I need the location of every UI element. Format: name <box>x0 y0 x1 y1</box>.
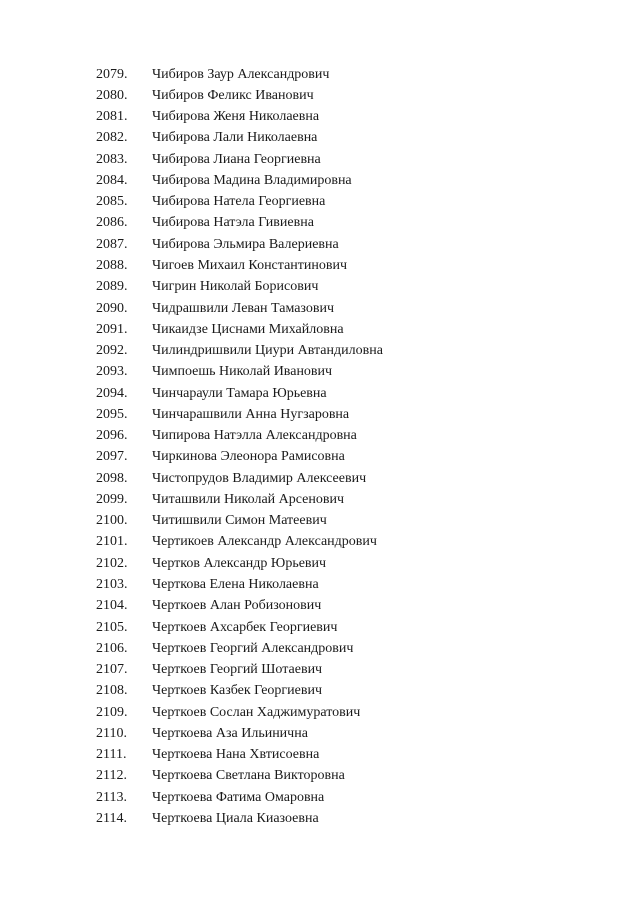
entry-number: 2091. <box>96 321 128 337</box>
entry-number: 2103. <box>96 577 128 592</box>
entry-number: 2097. <box>96 449 128 465</box>
list-item <box>96 213 616 234</box>
entry-name: Чибирова Натэла Гивиевна <box>152 215 314 231</box>
list-item <box>96 553 616 574</box>
entry-name: Черткоев Сослан Хаджимуратович <box>152 704 361 720</box>
entry-number: 2090. <box>96 300 128 316</box>
list-item <box>96 255 616 276</box>
entry-name: Чилиндришвили Циури Автандиловна <box>152 343 383 359</box>
entry-number: 2110. <box>96 725 127 741</box>
entry-name: Черткоев Казбек Георгиевич <box>152 683 323 699</box>
list-item <box>96 192 616 213</box>
list-item <box>96 383 616 404</box>
entry-number: 2105. <box>96 619 128 635</box>
list-item <box>96 468 616 489</box>
list-item <box>96 319 616 340</box>
list-item <box>96 787 616 808</box>
list-item <box>96 277 616 298</box>
entry-number: 2088. <box>96 258 128 274</box>
entry-name: Чимпоешь Николай Иванович <box>152 364 333 380</box>
list-item <box>96 426 616 447</box>
entry-name: Читишвили Симон Матеевич <box>152 513 327 529</box>
list-item <box>96 808 616 829</box>
list-item <box>96 234 616 255</box>
list-item <box>96 447 616 468</box>
entry-number: 2109. <box>96 704 128 720</box>
entry-number: 2102. <box>96 555 128 571</box>
entry-name: Чистопрудов Владимир Алексеевич <box>152 470 367 486</box>
entry-number: 2112. <box>96 768 127 784</box>
entry-number: 2080. <box>96 87 128 103</box>
entry-number: 2100. <box>96 513 128 529</box>
list-item <box>96 638 616 659</box>
entry-number: 2094. <box>96 385 128 401</box>
entry-name: Черткоев Алан Робизонович <box>152 598 322 614</box>
entry-number: 2104. <box>96 598 128 614</box>
entry-name: Черткоева Аза Ильинична <box>152 725 308 741</box>
entry-name: Черткоев Ахсарбек Георгиевич <box>152 619 338 635</box>
entry-number: 2114. <box>96 810 127 826</box>
list-item <box>96 702 616 723</box>
entry-number: 2087. <box>96 236 128 252</box>
list-item <box>96 340 616 361</box>
entry-name: Чипирова Натэлла Александровна <box>152 428 357 444</box>
entry-name: Черткоев Георгий Александрович <box>152 640 354 656</box>
numbered-name-list <box>96 64 616 830</box>
list-item <box>96 298 616 319</box>
entry-number: 2099. <box>96 491 128 507</box>
entry-number: 2107. <box>96 662 128 678</box>
list-item <box>96 574 616 595</box>
list-item <box>96 681 616 702</box>
entry-name: Чибиров Феликс Иванович <box>152 87 314 103</box>
list-item <box>96 85 616 106</box>
list-item <box>96 659 616 680</box>
list-item <box>96 404 616 425</box>
entry-name: Черткова Елена Николаевна <box>152 577 319 592</box>
entry-name: Черткоева Светлана Викторовна <box>152 768 345 784</box>
entry-number: 2089. <box>96 279 128 295</box>
entry-name: Чертков Александр Юрьевич <box>152 555 327 571</box>
list-item <box>96 64 616 85</box>
entry-number: 2084. <box>96 172 128 188</box>
entry-number: 2098. <box>96 470 128 486</box>
entry-name: Чидрашвили Леван Тамазович <box>152 300 335 316</box>
list-item <box>96 617 616 638</box>
entry-number: 2082. <box>96 130 128 146</box>
list-item <box>96 128 616 149</box>
entry-name: Чигрин Николай Борисович <box>152 279 319 295</box>
list-item <box>96 745 616 766</box>
list-item <box>96 107 616 128</box>
list-item <box>96 170 616 191</box>
list-item <box>96 511 616 532</box>
list-item <box>96 596 616 617</box>
entry-number: 2101. <box>96 534 128 550</box>
entry-name: Чибиров Заур Александрович <box>152 66 330 82</box>
entry-name: Чибирова Мадина Владимировна <box>152 172 352 188</box>
list-item <box>96 362 616 383</box>
entry-name: Читашвили Николай Арсенович <box>152 491 345 507</box>
entry-number: 2096. <box>96 428 128 444</box>
list-item <box>96 489 616 510</box>
entry-name: Чикаидзе Циснами Михайловна <box>152 321 344 337</box>
entry-number: 2111. <box>96 747 127 763</box>
entry-number: 2092. <box>96 343 128 359</box>
entry-name: Чигоев Михаил Константинович <box>152 258 348 274</box>
entry-name: Черткоев Георгий Шотаевич <box>152 662 323 678</box>
list-item <box>96 723 616 744</box>
entry-name: Чибирова Лиана Георгиевна <box>152 151 321 167</box>
entry-number: 2086. <box>96 215 128 231</box>
entry-name: Черткоева Фатима Омаровна <box>152 789 325 805</box>
entry-number: 2108. <box>96 683 128 699</box>
entry-number: 2085. <box>96 194 128 210</box>
entry-name: Чибирова Эльмира Валериевна <box>152 236 339 252</box>
list-item <box>96 766 616 787</box>
entry-number: 2106. <box>96 640 128 656</box>
entry-name: Чиркинова Элеонора Рамисовна <box>152 449 345 465</box>
entry-number: 2079. <box>96 66 128 82</box>
entry-number: 2083. <box>96 151 128 167</box>
entry-name: Чертикоев Александр Александрович <box>152 534 377 550</box>
entry-name: Чинчараули Тамара Юрьевна <box>152 385 327 401</box>
entry-name: Черткоева Циала Киазоевна <box>152 810 319 826</box>
list-item <box>96 532 616 553</box>
entry-number: 2081. <box>96 109 128 125</box>
entry-name: Чибирова Лали Николаевна <box>152 130 318 146</box>
entry-number: 2095. <box>96 406 128 422</box>
entry-name: Чинчарашвили Анна Нугзаровна <box>152 406 350 422</box>
list-item <box>96 149 616 170</box>
entry-number: 2113. <box>96 789 127 805</box>
entry-name: Чибирова Натела Георгиевна <box>152 194 326 210</box>
entry-name: Черткоева Нана Хвтисоевна <box>152 747 320 763</box>
entry-name: Чибирова Женя Николаевна <box>152 109 320 125</box>
entry-number: 2093. <box>96 364 128 380</box>
